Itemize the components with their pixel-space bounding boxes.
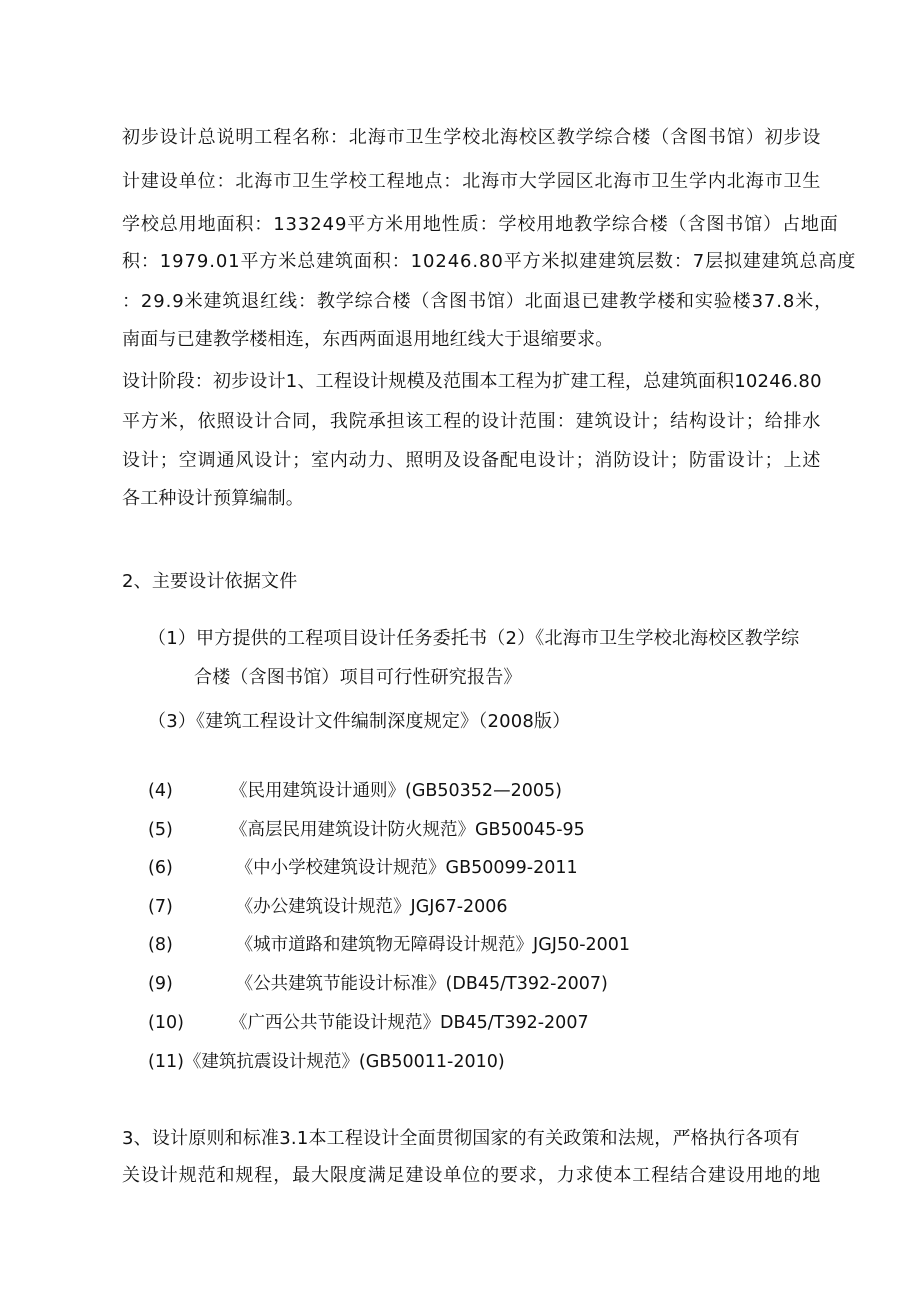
reference-title: 《城市道路和建筑物无障碍设计规范》JGJ50-2001 [230,935,631,955]
reference-title: 《公共建筑节能设计标准》(DB45/T392-2007) [230,974,608,994]
section-3-line-2: 关设计规范和规程，最大限度满足建设单位的要求，力求使本工程结合建设用地的地 [122,1165,822,1186]
section-2-heading: 2、主要设计依据文件 [122,571,298,592]
stage-line-4: 各工种设计预算编制。 [122,488,304,509]
reference-number: (9) [148,974,173,994]
reference-item-8 [148,933,630,957]
reference-title: 《高层民用建筑设计防火规范》GB50045-95 [230,820,585,840]
intro-line-3: 学校总用地面积：133249平方米用地性质：学校用地教学综合楼（含图书馆）占地面 [122,214,839,235]
reference-item-6 [148,856,578,880]
reference-number: (11) [148,1052,184,1072]
reference-number: (5) [148,820,173,840]
reference-item-9 [148,972,608,996]
basis-item-1-line-2: 合楼（含图书馆）项目可行性研究报告》 [194,667,522,688]
reference-number: (7) [148,897,173,917]
section-3-line-1: 3、设计原则和标准3.1本工程设计全面贯彻国家的有关政策和法规，严格执行各项有 [122,1128,800,1149]
basis-item-3: （3）《建筑工程设计文件编制深度规定》（2008版） [148,711,571,732]
reference-number: (4) [148,781,173,801]
reference-title: 《民用建筑设计通则》(GB50352—2005) [230,781,562,801]
reference-item-7 [148,895,508,919]
reference-number: (10) [148,1013,184,1033]
reference-title: 《建筑抗震设计规范》(GB50011-2010) [183,1052,505,1072]
stage-line-3: 设计；空调通风设计；室内动力、照明及设备配电设计；消防设计；防雷设计；上述 [122,450,822,471]
intro-line-1: 初步设计总说明工程名称：北海市卫生学校北海校区教学综合楼（含图书馆）初步设 [122,127,822,148]
reference-item-4 [148,779,562,803]
reference-title: 《中小学校建筑设计规范》GB50099-2011 [230,858,578,878]
reference-number: (6) [148,858,173,878]
intro-line-6: 南面与已建教学楼相连，东西两面退用地红线大于退缩要求。 [122,329,614,350]
reference-item-10 [148,1011,589,1035]
stage-line-2: 平方米，依照设计合同，我院承担该工程的设计范围：建筑设计；结构设计；给排水 [122,411,822,432]
reference-item-5 [148,818,585,842]
basis-item-1-line-1: （1）甲方提供的工程项目设计任务委托书（2）《北海市卫生学校北海校区教学综 [148,628,800,649]
reference-item-11 [148,1050,505,1074]
reference-title: 《广西公共节能设计规范》DB45/T392-2007 [230,1013,589,1033]
intro-line-5: ：29.9米建筑退红线：教学综合楼（含图书馆）北面退已建教学楼和实验楼37.8米， [122,291,834,312]
reference-title: 《办公建筑设计规范》JGJ67-2006 [230,897,508,917]
reference-number: (8) [148,935,173,955]
intro-line-2: 计建设单位：北海市卫生学校工程地点：北海市大学园区北海市卫生学内北海市卫生 [122,171,822,192]
stage-line-1: 设计阶段：初步设计1、工程设计规模及范围本工程为扩建工程，总建筑面积10246.80 [122,371,822,392]
intro-line-4: 积：1979.01平方米总建筑面积：10246.80平方米拟建建筑层数：7层拟建建筑总高度 [122,251,857,272]
